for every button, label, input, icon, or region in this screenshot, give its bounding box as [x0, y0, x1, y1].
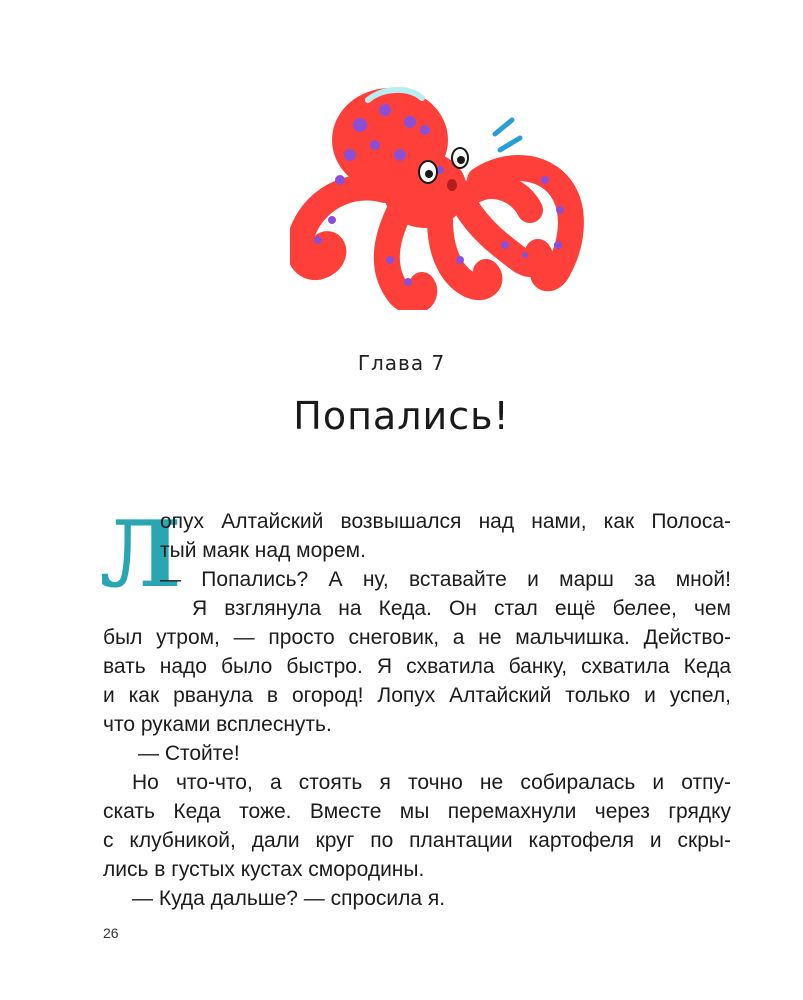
spot [353, 118, 367, 132]
tentacle [299, 187, 385, 267]
left-pupil [425, 170, 433, 178]
spot [394, 149, 406, 161]
chapter-title: Попались! [293, 394, 510, 438]
text-line: был утром, — просто снеговик, а не мальчишка. Действо- [103, 626, 731, 649]
spot [554, 241, 562, 249]
text-line: с клубникой, дали круг по плантации картофеля и скры- [103, 829, 731, 852]
text-line: — Стойте! [138, 742, 240, 765]
text-line: — Куда дальше? — спросила я. [132, 887, 446, 910]
octopus-illustration [290, 70, 590, 310]
spot [379, 104, 391, 116]
right-pupil [457, 156, 465, 164]
water-splash-icon [495, 120, 520, 150]
spot [314, 236, 322, 244]
text-line: скать Кеда тоже. Вместе мы перемахнули через грядку [103, 800, 731, 823]
page-number: 26 [103, 925, 119, 941]
spot [328, 216, 336, 224]
tentacle [475, 186, 530, 210]
spot [420, 125, 430, 135]
drop-cap: Л [100, 500, 182, 608]
chapter-label: Глава 7 [357, 351, 446, 375]
text-line: Я взглянула на Кеда. Он стал ещё белее, чем [192, 597, 731, 620]
spot [335, 175, 345, 185]
spot [344, 149, 356, 161]
text-line: Но что-что, а стоять я точно не собиралась и отпу- [132, 771, 731, 794]
text-line: — Попались? А ну, вставайте и марш за мной! [160, 568, 731, 591]
text-line: лись в густых кустах смородины. [103, 858, 425, 881]
text-line: и как рванула в огород! Лопух Алтайский только и успел, [103, 684, 731, 707]
spot [386, 256, 394, 264]
spot [370, 140, 380, 150]
spot [541, 176, 549, 184]
splash-drop [500, 138, 520, 150]
mouth [447, 179, 457, 191]
text-line: тый маяк над морем. [160, 539, 366, 562]
text-line: что руками всплеснуть. [103, 713, 332, 736]
spot [556, 206, 564, 214]
spot [404, 116, 416, 128]
spot [501, 241, 509, 249]
text-line: опух Алтайский возвышался над нами, как Полоса- [160, 510, 731, 533]
spot [404, 278, 412, 286]
spot [456, 256, 464, 264]
spot [522, 252, 528, 258]
text-line: вать надо было быстро. Я схватила банку, схватила Кеда [103, 655, 731, 678]
splash-drop [495, 120, 512, 134]
